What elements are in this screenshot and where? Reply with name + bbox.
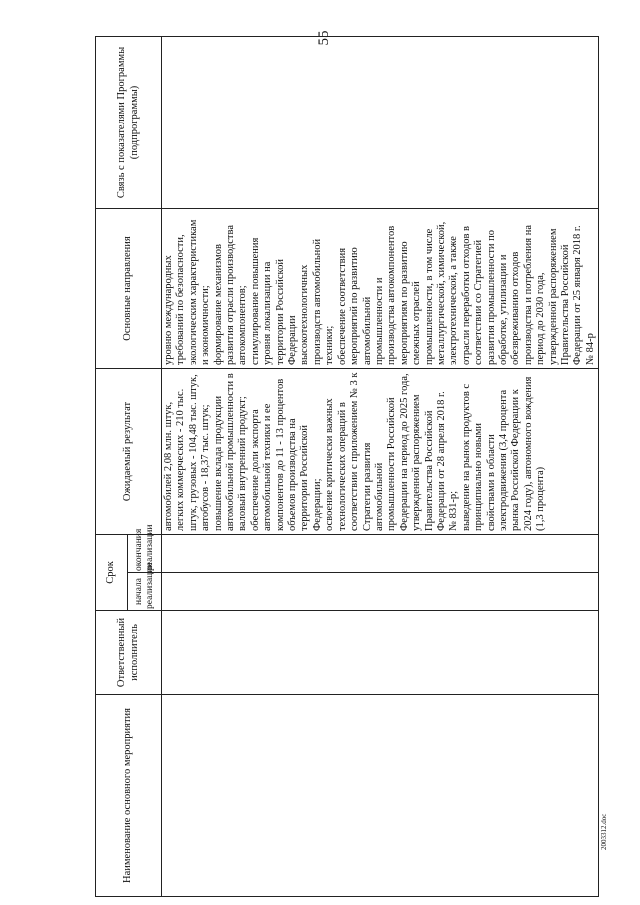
header-result: Ожидаемый результат <box>96 368 162 534</box>
cell-directions: уровню международных требований по безопасности, экологическим характеристикам и экономичности; формирование механизмов развития отрасли производства автокомпонентов; стимулирование повышения уровня локализации на территории Российской Федерации высокотехнологичных производств автомобильной техники; обеспечение соответствия мероприятий по развитию автомобильной промышленности и производства автокомпонентов мероприятиям по развитию смежных отраслей промышленности, в том числе металлургической, химической, электротехнической, а также отрасли переработки отходов в соответствии со Стратегией развития промышленности по обработке, утилизации и обезвреживанию отходов производства и потребления на период до 2030 года, утвержденной распоряжением Правительства Российской Федерации от 25 января 2018 г. № 84-р <box>162 208 599 368</box>
page-number: 55 <box>316 30 332 46</box>
rotated-sheet <box>95 37 605 897</box>
cell-result: автомобилей 2,08 млн. штук, легких коммерческих - 210 тыс. штук, грузовых - 104,48 тыс. штук, автобусов - 18,37 тыс. штук; повышение вклада продукции автомобильной промышленности в валовый внутренний продукт; обеспечение доли экспорта автомобильной техники и ее компонентов до 11 - 13 процентов объемов производства на территории Российской Федерации; освоение критически важных технологических операций в соответствии с приложением № 3 к Стратегии развития автомобильной промышленности Российской Федерации на период до 2025 года, утвержденной распоряжением Правительства Российской Федерации от 28 апреля 2018 г. № 831-р; выведение на рынок продуктов с принципиально новыми свойствами в области электродвижения (3,4 процента рынка Российской Федерации к 2024 году), автономного вождения (1,3 процента) <box>162 368 599 534</box>
table-row <box>162 36 599 896</box>
program-table <box>95 36 599 897</box>
cell-term-end <box>162 534 599 572</box>
header-directions: Основные направления <box>96 208 162 368</box>
header-term-start: начала реализации <box>128 573 162 611</box>
header-link: Связь с показателями Программы (подпрограммы) <box>96 36 162 208</box>
cell-link <box>162 36 599 208</box>
header-name: Наименование основного мероприятия <box>96 695 162 897</box>
header-executor: Ответственный исполнитель <box>96 611 162 695</box>
header-term-end: окончания реализации <box>128 534 162 572</box>
cell-executor <box>162 611 599 695</box>
header-term: Срок <box>96 534 128 610</box>
cell-term-start <box>162 573 599 611</box>
cell-name <box>162 695 599 897</box>
footer-document-code: 2003312.doc <box>600 813 608 850</box>
